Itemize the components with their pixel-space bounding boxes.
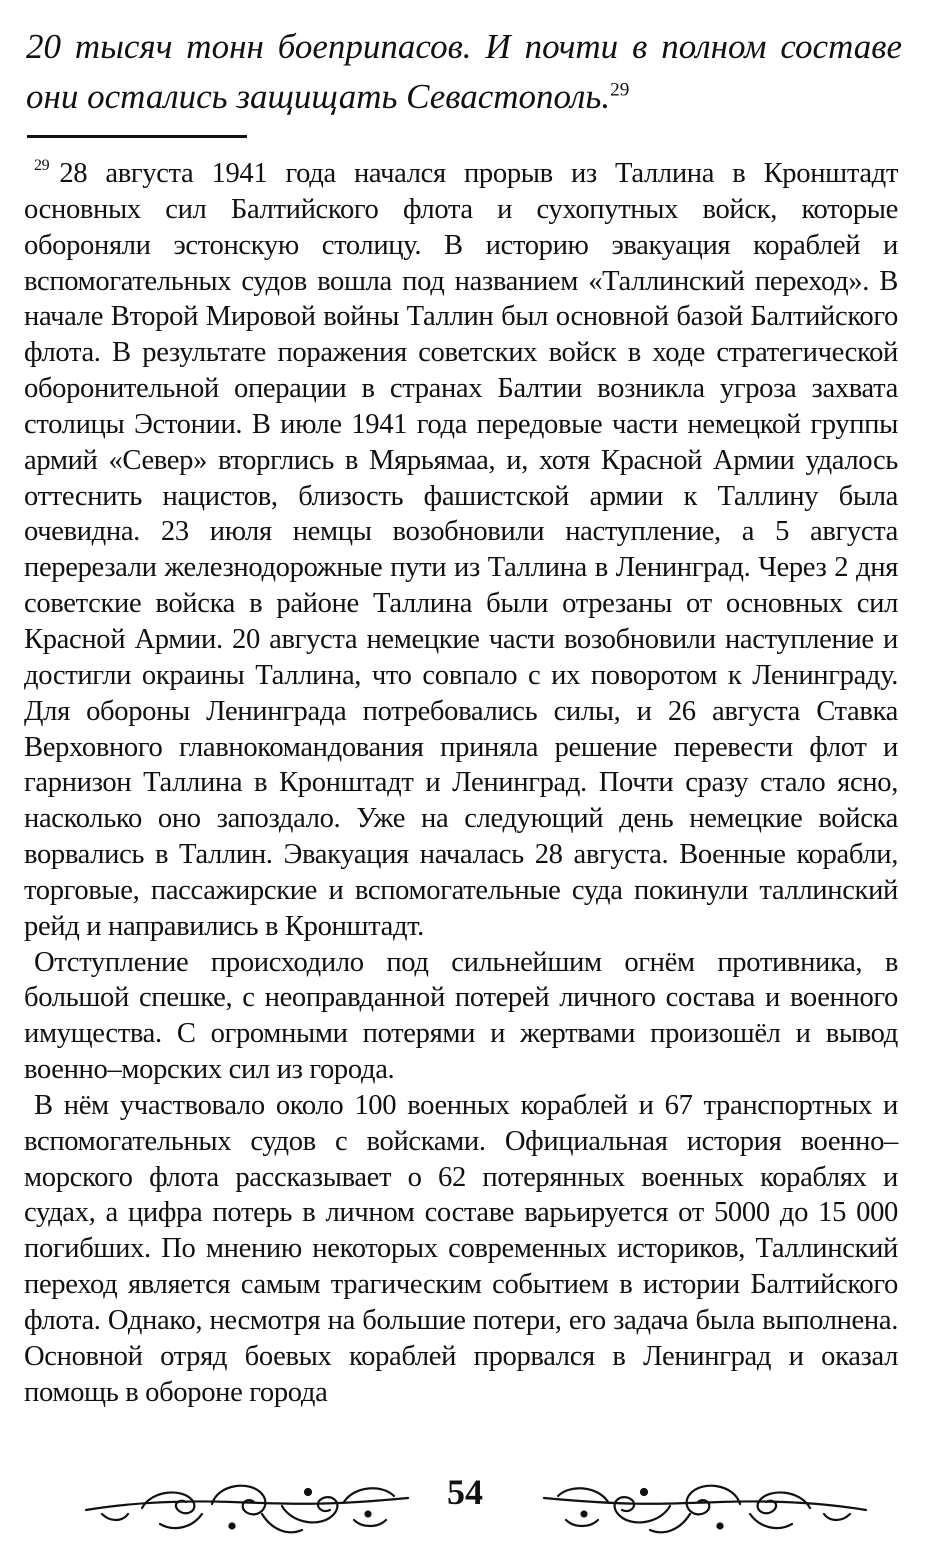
footnote-paragraph-2: Отступление происходило под сильнейшим огнём противника, в большой спешке, с неоправданной потерей личного состава и военного имущества. С огромными потерями и жертвами произошёл и вывод военно–морских сил из города. xyxy=(24,946,898,1086)
footnote-marker: 29 xyxy=(34,157,50,174)
footnote-separator xyxy=(27,135,247,138)
footnote xyxy=(24,148,898,1411)
footnote-paragraph-3: В нём участвовало около 100 военных кораблей и 67 транспортных и вспомогательных судов с войсками. Официальная история военно–морского флота рассказывает о 62 потерянных военных кораблях и судах, а цифра потерь в личном составе варьируется от 5000 до 15 000 погибших. По мнению некоторых современных историков, Таллинский переход является самым трагическим событием в истории Балтийского флота. Однако, несмотря на большие потери, его задача была выполнена. Основной отряд боевых кораблей прорвался в Ленинград и оказал помощь в обороне города xyxy=(24,1089,898,1408)
flourish-ornament-icon xyxy=(82,1470,412,1542)
main-text-line-2: они остались защищать Севастополь.$^{29}$ xyxy=(26,77,630,116)
footnote-reference[interactable]: 29 xyxy=(610,79,630,101)
footnote-paragraph-1: $^{29}$ 28 августа 1941 года начался прорыв из Таллина в Кронштадт основных сил Балтийского флота и сухопутных войск, которые обороняли эстонскую столицу. В историю эвакуация кораблей и вспомогательных судов вошла под названием «Таллинский переход». В начале Второй Мировой войны Таллин был основной базой Балтийского флота. В результате поражения советских войск в ходе стратегической оборонительной операции в странах Балтии возникла угроза захвата столицы Эстонии. В июле 1941 года передовые части немецкой группы армий «Север» вторглись в Мярьямаа, и, хотя Красной Армии удалось оттеснить нацистов, близость фашистской армии к Таллину была очевидна. 23 июля немцы возобновили наступление, а 5 августа перерезали железнодорожные пути из Таллина в Ленинград. Через 2 дня советские войска в районе Таллина были отрезаны от основных сил Красной Армии. 20 августа немецкие части возобновили наступление и достигли окраины Таллина, что совпало с их поворотом к Ленинграду. Для обороны Ленинграда потребовались силы, и 26 августа Ставка Верховного главнокомандования приняла решение перевести флот и гарнизон Таллина в Кронштадт и Ленинград. Почти сразу стало ясно, насколько оно запоздало. Уже на следующий день немецкие войска ворвались в Таллин. Эвакуация началась 28 августа. Военные корабли, торговые, пассажирские и вспомогательные суда покинули таллинский рейд и направились в Кронштадт. xyxy=(24,157,898,942)
main-text-paragraph xyxy=(26,22,902,122)
main-text-line-1: 20 тысяч тонн боеприпасов. И почти в полном составе xyxy=(26,27,902,66)
flourish-ornament-icon xyxy=(540,1470,870,1542)
page-number: 54 xyxy=(447,1472,483,1512)
